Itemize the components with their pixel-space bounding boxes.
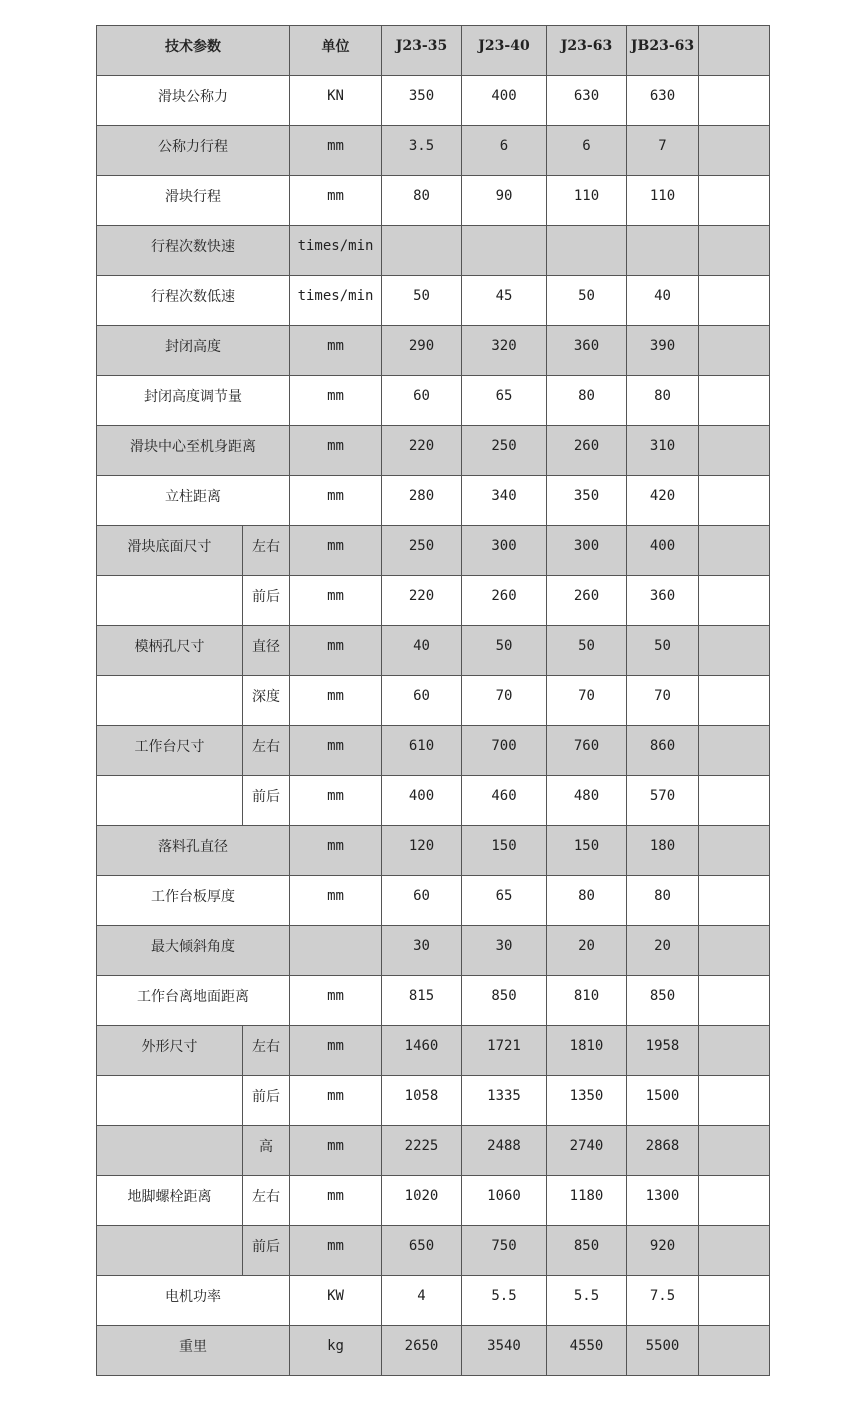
header-param: 技术参数 bbox=[97, 26, 290, 76]
value-cell: 20 bbox=[547, 926, 627, 976]
param-cell: 封闭高度 bbox=[97, 326, 290, 376]
table-row bbox=[97, 576, 770, 626]
unit-cell: times/min bbox=[290, 226, 382, 276]
table-row bbox=[97, 76, 770, 126]
value-cell: 60 bbox=[382, 376, 462, 426]
unit-cell: kg bbox=[290, 1326, 382, 1376]
value-cell: 400 bbox=[462, 76, 547, 126]
value-cell bbox=[699, 1226, 770, 1276]
value-cell: 700 bbox=[462, 726, 547, 776]
unit-cell: mm bbox=[290, 776, 382, 826]
table-row bbox=[97, 776, 770, 826]
value-cell: 1020 bbox=[382, 1176, 462, 1226]
value-cell: 6 bbox=[547, 126, 627, 176]
value-cell: 3540 bbox=[462, 1326, 547, 1376]
value-cell: 80 bbox=[627, 876, 699, 926]
table-row bbox=[97, 126, 770, 176]
value-cell bbox=[699, 576, 770, 626]
value-cell: 30 bbox=[462, 926, 547, 976]
value-cell bbox=[699, 1126, 770, 1176]
value-cell: 70 bbox=[462, 676, 547, 726]
unit-cell: mm bbox=[290, 1176, 382, 1226]
param-cell: 模柄孔尺寸 bbox=[97, 626, 243, 676]
value-cell bbox=[699, 1176, 770, 1226]
table-row bbox=[97, 376, 770, 426]
table-row bbox=[97, 726, 770, 776]
param-cell: 重里 bbox=[97, 1326, 290, 1376]
value-cell: 300 bbox=[462, 526, 547, 576]
param-cell: 工作台离地面距离 bbox=[97, 976, 290, 1026]
value-cell: 610 bbox=[382, 726, 462, 776]
value-cell: 2868 bbox=[627, 1126, 699, 1176]
header-model-2: J23-40 bbox=[462, 26, 547, 76]
param-cell bbox=[97, 776, 243, 826]
unit-cell: mm bbox=[290, 476, 382, 526]
value-cell bbox=[699, 876, 770, 926]
param-cell bbox=[97, 1126, 243, 1176]
value-cell bbox=[699, 426, 770, 476]
sub-param-cell: 前后 bbox=[243, 1076, 290, 1126]
unit-cell: mm bbox=[290, 876, 382, 926]
value-cell: 850 bbox=[627, 976, 699, 1026]
value-cell: 1958 bbox=[627, 1026, 699, 1076]
header-unit: 单位 bbox=[290, 26, 382, 76]
unit-cell: times/min bbox=[290, 276, 382, 326]
sub-param-cell: 直径 bbox=[243, 626, 290, 676]
table-row bbox=[97, 976, 770, 1026]
value-cell bbox=[547, 226, 627, 276]
unit-cell: mm bbox=[290, 726, 382, 776]
unit-cell: mm bbox=[290, 126, 382, 176]
value-cell bbox=[699, 1276, 770, 1326]
value-cell: 760 bbox=[547, 726, 627, 776]
param-cell: 外形尺寸 bbox=[97, 1026, 243, 1076]
unit-cell: mm bbox=[290, 676, 382, 726]
value-cell: 570 bbox=[627, 776, 699, 826]
param-cell: 滑块底面尺寸 bbox=[97, 526, 243, 576]
value-cell: 360 bbox=[627, 576, 699, 626]
param-cell bbox=[97, 1226, 243, 1276]
value-cell: 280 bbox=[382, 476, 462, 526]
value-cell: 320 bbox=[462, 326, 547, 376]
param-cell: 滑块公称力 bbox=[97, 76, 290, 126]
value-cell: 4550 bbox=[547, 1326, 627, 1376]
value-cell: 7.5 bbox=[627, 1276, 699, 1326]
param-cell bbox=[97, 1076, 243, 1126]
unit-cell: mm bbox=[290, 326, 382, 376]
value-cell: 40 bbox=[382, 626, 462, 676]
value-cell: 260 bbox=[547, 576, 627, 626]
value-cell: 2650 bbox=[382, 1326, 462, 1376]
value-cell: 650 bbox=[382, 1226, 462, 1276]
value-cell: 60 bbox=[382, 676, 462, 726]
value-cell: 110 bbox=[547, 176, 627, 226]
value-cell: 810 bbox=[547, 976, 627, 1026]
unit-cell: mm bbox=[290, 626, 382, 676]
table-row bbox=[97, 1226, 770, 1276]
value-cell: 480 bbox=[547, 776, 627, 826]
sub-param-cell: 前后 bbox=[243, 576, 290, 626]
value-cell: 860 bbox=[627, 726, 699, 776]
value-cell: 1058 bbox=[382, 1076, 462, 1126]
value-cell: 1180 bbox=[547, 1176, 627, 1226]
sub-param-cell: 左右 bbox=[243, 526, 290, 576]
value-cell: 390 bbox=[627, 326, 699, 376]
unit-cell: KN bbox=[290, 76, 382, 126]
value-cell: 260 bbox=[462, 576, 547, 626]
spec-table bbox=[96, 25, 770, 1376]
value-cell: 850 bbox=[547, 1226, 627, 1276]
param-cell: 最大倾斜角度 bbox=[97, 926, 290, 976]
param-cell bbox=[97, 576, 243, 626]
value-cell bbox=[699, 1026, 770, 1076]
value-cell bbox=[699, 476, 770, 526]
header-row bbox=[97, 26, 770, 76]
value-cell: 460 bbox=[462, 776, 547, 826]
value-cell: 300 bbox=[547, 526, 627, 576]
table-row bbox=[97, 676, 770, 726]
unit-cell: mm bbox=[290, 976, 382, 1026]
table-row bbox=[97, 1026, 770, 1076]
value-cell: 150 bbox=[462, 826, 547, 876]
sub-param-cell: 左右 bbox=[243, 1176, 290, 1226]
unit-cell: mm bbox=[290, 1076, 382, 1126]
value-cell bbox=[699, 776, 770, 826]
value-cell: 2225 bbox=[382, 1126, 462, 1176]
param-cell: 地脚螺栓距离 bbox=[97, 1176, 243, 1226]
value-cell: 1721 bbox=[462, 1026, 547, 1076]
value-cell: 65 bbox=[462, 876, 547, 926]
unit-cell: mm bbox=[290, 826, 382, 876]
value-cell: 1460 bbox=[382, 1026, 462, 1076]
value-cell bbox=[699, 826, 770, 876]
value-cell: 150 bbox=[547, 826, 627, 876]
value-cell: 110 bbox=[627, 176, 699, 226]
value-cell: 5.5 bbox=[547, 1276, 627, 1326]
value-cell: 1500 bbox=[627, 1076, 699, 1126]
value-cell bbox=[699, 226, 770, 276]
value-cell: 65 bbox=[462, 376, 547, 426]
table-row bbox=[97, 1326, 770, 1376]
header-model-1: J23-35 bbox=[382, 26, 462, 76]
spec-table-body bbox=[97, 26, 770, 1376]
value-cell bbox=[699, 176, 770, 226]
unit-cell bbox=[290, 926, 382, 976]
value-cell: 60 bbox=[382, 876, 462, 926]
table-row bbox=[97, 1126, 770, 1176]
value-cell: 45 bbox=[462, 276, 547, 326]
value-cell: 420 bbox=[627, 476, 699, 526]
value-cell: 3.5 bbox=[382, 126, 462, 176]
param-cell: 行程次数低速 bbox=[97, 276, 290, 326]
param-cell: 电机功率 bbox=[97, 1276, 290, 1326]
table-row bbox=[97, 876, 770, 926]
value-cell: 80 bbox=[382, 176, 462, 226]
value-cell: 260 bbox=[547, 426, 627, 476]
value-cell: 815 bbox=[382, 976, 462, 1026]
value-cell: 180 bbox=[627, 826, 699, 876]
value-cell bbox=[699, 726, 770, 776]
value-cell: 310 bbox=[627, 426, 699, 476]
value-cell: 50 bbox=[547, 626, 627, 676]
value-cell bbox=[382, 226, 462, 276]
unit-cell: mm bbox=[290, 576, 382, 626]
value-cell: 1350 bbox=[547, 1076, 627, 1126]
table-row bbox=[97, 826, 770, 876]
value-cell: 290 bbox=[382, 326, 462, 376]
value-cell: 350 bbox=[382, 76, 462, 126]
value-cell: 340 bbox=[462, 476, 547, 526]
value-cell: 80 bbox=[627, 376, 699, 426]
unit-cell: mm bbox=[290, 1126, 382, 1176]
value-cell: 630 bbox=[627, 76, 699, 126]
param-cell: 行程次数快速 bbox=[97, 226, 290, 276]
value-cell: 630 bbox=[547, 76, 627, 126]
table-row bbox=[97, 176, 770, 226]
value-cell: 400 bbox=[382, 776, 462, 826]
value-cell bbox=[699, 276, 770, 326]
value-cell: 1060 bbox=[462, 1176, 547, 1226]
header-model-4: JB23-63 bbox=[627, 26, 699, 76]
value-cell: 50 bbox=[382, 276, 462, 326]
value-cell: 2488 bbox=[462, 1126, 547, 1176]
value-cell bbox=[699, 1076, 770, 1126]
value-cell bbox=[699, 526, 770, 576]
value-cell bbox=[699, 1326, 770, 1376]
value-cell: 1810 bbox=[547, 1026, 627, 1076]
table-row bbox=[97, 276, 770, 326]
value-cell: 250 bbox=[462, 426, 547, 476]
value-cell: 5.5 bbox=[462, 1276, 547, 1326]
value-cell: 4 bbox=[382, 1276, 462, 1326]
value-cell: 220 bbox=[382, 426, 462, 476]
value-cell: 250 bbox=[382, 526, 462, 576]
param-cell: 立柱距离 bbox=[97, 476, 290, 526]
sub-param-cell: 左右 bbox=[243, 1026, 290, 1076]
param-cell: 滑块行程 bbox=[97, 176, 290, 226]
value-cell bbox=[699, 626, 770, 676]
value-cell: 70 bbox=[547, 676, 627, 726]
sub-param-cell: 前后 bbox=[243, 776, 290, 826]
unit-cell: mm bbox=[290, 526, 382, 576]
value-cell: 70 bbox=[627, 676, 699, 726]
value-cell bbox=[699, 976, 770, 1026]
value-cell: 7 bbox=[627, 126, 699, 176]
value-cell: 920 bbox=[627, 1226, 699, 1276]
value-cell: 50 bbox=[627, 626, 699, 676]
table-row bbox=[97, 926, 770, 976]
param-cell: 工作台板厚度 bbox=[97, 876, 290, 926]
header-extra bbox=[699, 26, 770, 76]
value-cell: 360 bbox=[547, 326, 627, 376]
param-cell: 滑块中心至机身距离 bbox=[97, 426, 290, 476]
sub-param-cell: 左右 bbox=[243, 726, 290, 776]
param-cell: 工作台尺寸 bbox=[97, 726, 243, 776]
table-row bbox=[97, 1076, 770, 1126]
value-cell bbox=[699, 326, 770, 376]
value-cell bbox=[699, 376, 770, 426]
value-cell: 2740 bbox=[547, 1126, 627, 1176]
value-cell: 6 bbox=[462, 126, 547, 176]
value-cell: 120 bbox=[382, 826, 462, 876]
table-row bbox=[97, 226, 770, 276]
param-cell: 公称力行程 bbox=[97, 126, 290, 176]
value-cell: 5500 bbox=[627, 1326, 699, 1376]
value-cell bbox=[699, 676, 770, 726]
sub-param-cell: 高 bbox=[243, 1126, 290, 1176]
value-cell bbox=[699, 76, 770, 126]
value-cell: 50 bbox=[462, 626, 547, 676]
table-row bbox=[97, 1276, 770, 1326]
table-row bbox=[97, 476, 770, 526]
value-cell: 20 bbox=[627, 926, 699, 976]
value-cell: 40 bbox=[627, 276, 699, 326]
sub-param-cell: 前后 bbox=[243, 1226, 290, 1276]
value-cell: 220 bbox=[382, 576, 462, 626]
value-cell bbox=[699, 926, 770, 976]
unit-cell: mm bbox=[290, 1226, 382, 1276]
value-cell: 1335 bbox=[462, 1076, 547, 1126]
value-cell: 50 bbox=[547, 276, 627, 326]
param-cell: 落料孔直径 bbox=[97, 826, 290, 876]
unit-cell: mm bbox=[290, 376, 382, 426]
unit-cell: mm bbox=[290, 426, 382, 476]
unit-cell: mm bbox=[290, 176, 382, 226]
value-cell bbox=[627, 226, 699, 276]
table-row bbox=[97, 326, 770, 376]
value-cell bbox=[699, 126, 770, 176]
table-row bbox=[97, 1176, 770, 1226]
value-cell: 750 bbox=[462, 1226, 547, 1276]
unit-cell: KW bbox=[290, 1276, 382, 1326]
value-cell: 80 bbox=[547, 876, 627, 926]
header-model-3: J23-63 bbox=[547, 26, 627, 76]
value-cell: 90 bbox=[462, 176, 547, 226]
table-row bbox=[97, 526, 770, 576]
param-cell: 封闭高度调节量 bbox=[97, 376, 290, 426]
value-cell: 350 bbox=[547, 476, 627, 526]
value-cell: 850 bbox=[462, 976, 547, 1026]
table-row bbox=[97, 626, 770, 676]
value-cell: 30 bbox=[382, 926, 462, 976]
param-cell bbox=[97, 676, 243, 726]
unit-cell: mm bbox=[290, 1026, 382, 1076]
sub-param-cell: 深度 bbox=[243, 676, 290, 726]
value-cell: 1300 bbox=[627, 1176, 699, 1226]
table-row bbox=[97, 426, 770, 476]
value-cell: 400 bbox=[627, 526, 699, 576]
value-cell bbox=[462, 226, 547, 276]
value-cell: 80 bbox=[547, 376, 627, 426]
